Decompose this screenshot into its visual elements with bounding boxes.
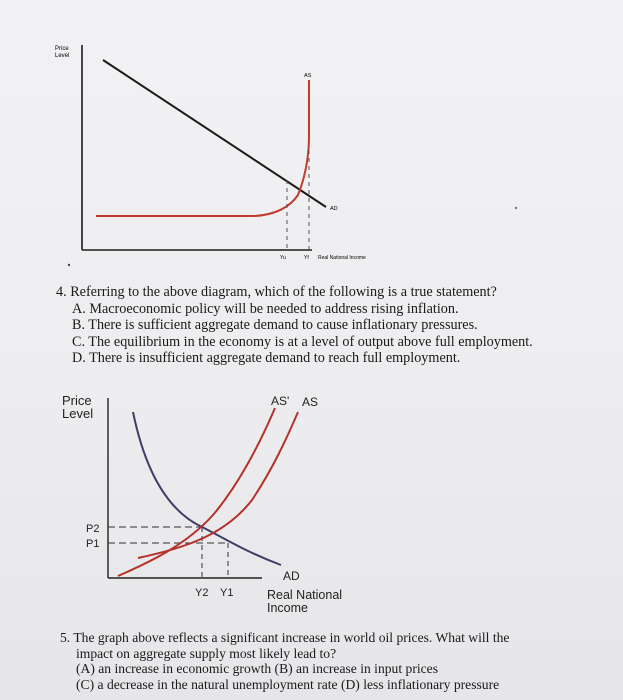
question4-option-b[interactable]: B. There is sufficient aggregate demand to cause inflationary pressures.	[72, 317, 478, 333]
figure2-y2-label: Y2	[195, 587, 209, 599]
figure2-as-prime-label: AS'	[271, 394, 290, 408]
question4-option-a[interactable]: A. Macroeconomic policy will be needed to address rising inflation.	[72, 300, 459, 317]
figure1-as-label: AS	[304, 73, 312, 79]
figure1-ad-label: AD	[330, 206, 338, 212]
figure2-y-label: Price	[62, 393, 92, 408]
question4-option-d[interactable]: D. There is insufficient aggregate demand to reach full employment.	[72, 350, 461, 366]
figure2-as-label: AS	[302, 395, 319, 409]
question4-option-c[interactable]: C. The equilibrium in the economy is at a level of output above full employment.	[72, 333, 533, 350]
figure1-y-label: Price	[55, 46, 69, 52]
figure2-as-prime-curve	[118, 408, 275, 576]
figure1-yf-label: Yf	[304, 255, 309, 261]
question4-stem: 4. Referring to the above diagram, which of the following is a true statement?	[56, 284, 497, 300]
figure2-ad-label: AD	[283, 569, 300, 583]
figure2-y-label-2: Level	[62, 406, 94, 421]
question5-option-line2[interactable]: (C) a decrease in the natural unemployment rate (D) less inflationary pressure	[76, 676, 500, 692]
figure2-y1-label: Y1	[220, 587, 234, 599]
figure2-p1-label: P1	[86, 538, 100, 550]
figure2-x-label-2: Income	[267, 601, 308, 615]
figure2-p2-label: P2	[86, 523, 100, 535]
question5	[60, 630, 509, 692]
question5-stem-line2: impact on aggregate supply most likely lead to?	[76, 645, 337, 661]
figure1-y-label-2: Level	[55, 53, 70, 59]
figure2-x-label: Real National	[267, 588, 343, 602]
question5-stem-line1: 5. The graph above reflects a significant increase in world oil prices. What will the	[60, 630, 510, 645]
figure1-x-label: Real National Income	[318, 255, 366, 261]
figure1-yu-label: Yu	[280, 255, 286, 261]
question5-option-line1[interactable]: (A) an increase in economic growth (B) an increase in input prices	[76, 661, 438, 677]
